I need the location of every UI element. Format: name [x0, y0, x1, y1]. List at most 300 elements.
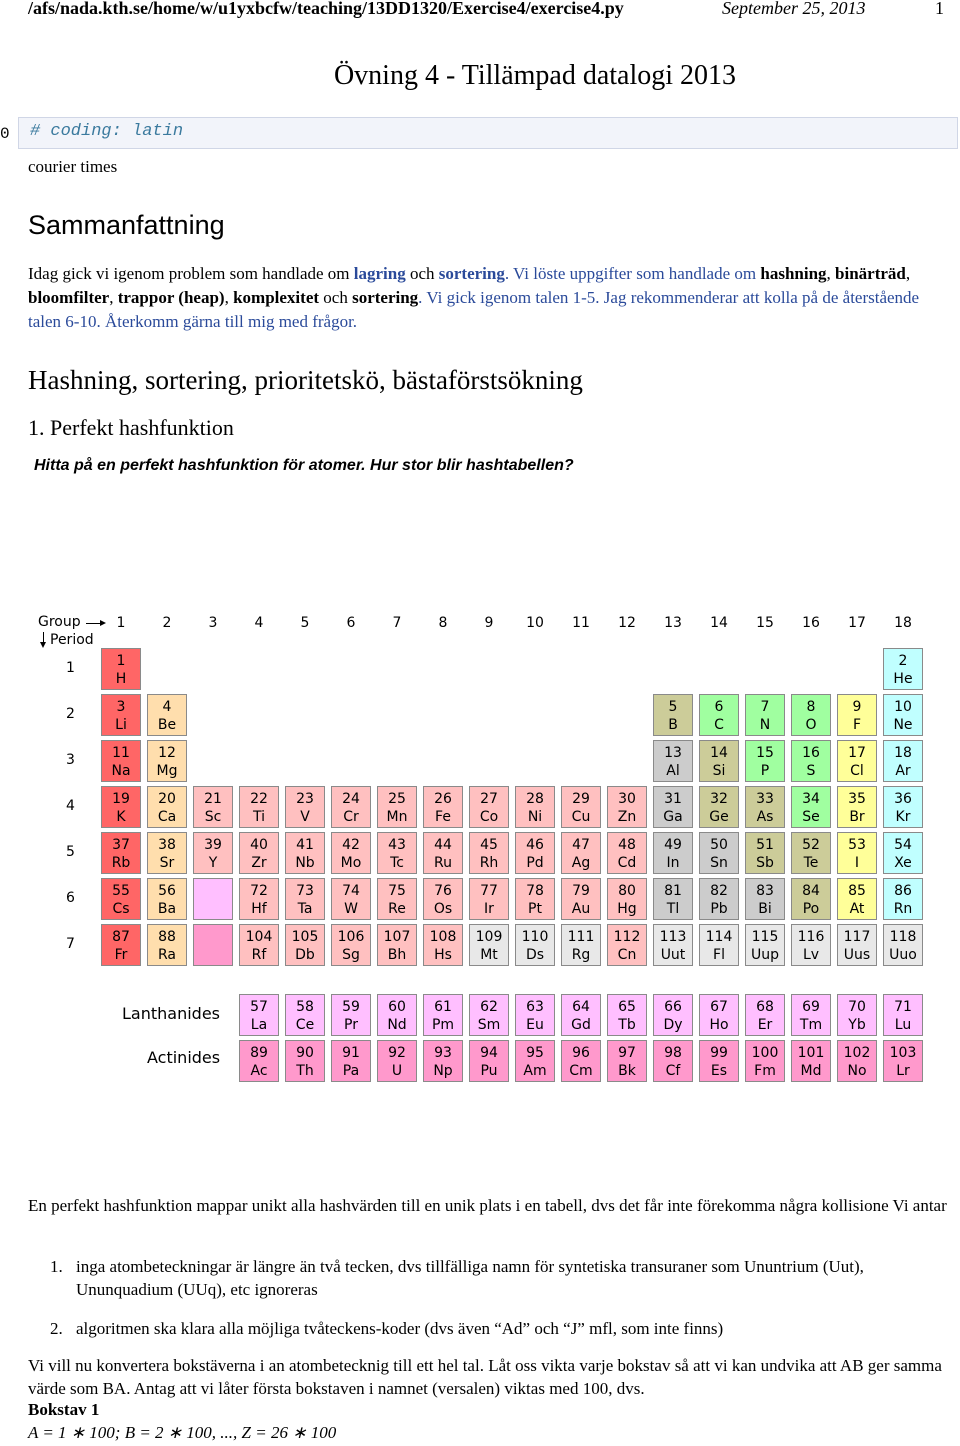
element-symbol: K [116, 809, 126, 825]
element-hf [239, 878, 279, 920]
element-symbol: Am [523, 1063, 547, 1079]
element-sr [147, 832, 187, 874]
task-text: Hitta på en perfekt hashfunktion för atomer. Hur stor blir hashtabellen? [34, 457, 574, 474]
element-ge [699, 786, 739, 828]
element-symbol: Os [433, 901, 453, 917]
element-ba [147, 878, 187, 920]
keyword-lagring: lagring [353, 264, 406, 283]
placeholder-cell [193, 924, 233, 966]
element-symbol: V [300, 809, 310, 825]
element-c [699, 694, 739, 736]
element-symbol: Rn [893, 901, 913, 917]
element-i [837, 832, 877, 874]
atomic-number: 67 [710, 999, 728, 1015]
keyword-komplexitet: komplexitet [233, 288, 320, 307]
element-uus [837, 924, 877, 966]
element-ni [515, 786, 555, 828]
element-symbol: Uut [660, 947, 686, 963]
atomic-number: 87 [112, 929, 130, 945]
element-symbol: Hg [617, 901, 637, 917]
element-symbol: Br [849, 809, 865, 825]
element-n [745, 694, 785, 736]
element-symbol: Nb [295, 855, 315, 871]
element-symbol: Ge [709, 809, 729, 825]
atomic-number: 101 [797, 1045, 825, 1061]
element-cs [101, 878, 141, 920]
element-ho [699, 994, 739, 1036]
element-symbol: Co [479, 809, 499, 825]
atomic-number: 73 [296, 883, 314, 899]
element-symbol: Ho [709, 1017, 729, 1033]
text-span: , [224, 288, 234, 307]
list-item: algoritmen ska klara alla möjliga tvåteckens-koder (dvs även “Ad” och “J” mfl, som inte finns) [76, 1319, 724, 1338]
element-sm [469, 994, 509, 1036]
element-symbol: Al [666, 763, 680, 779]
element-uuo [883, 924, 923, 966]
atomic-number: 88 [158, 929, 176, 945]
element-cr [331, 786, 371, 828]
atomic-number: 115 [751, 929, 779, 945]
atomic-number: 11 [112, 745, 130, 761]
element-symbol: In [666, 855, 680, 871]
group-number: 7 [392, 615, 402, 631]
atomic-number: 96 [572, 1045, 590, 1061]
atomic-number: 108 [429, 929, 457, 945]
atomic-number: 47 [572, 837, 590, 853]
code-colon: : [111, 122, 133, 141]
atomic-number: 105 [291, 929, 319, 945]
atomic-number: 26 [434, 791, 452, 807]
element-symbol: W [344, 901, 358, 917]
element-se [791, 786, 831, 828]
element-symbol: Pd [526, 855, 544, 871]
element-ag [561, 832, 601, 874]
element-sc [193, 786, 233, 828]
element-symbol: No [847, 1063, 867, 1079]
atomic-number: 64 [572, 999, 590, 1015]
element-cm [561, 1040, 601, 1082]
element-ir [469, 878, 509, 920]
element-u [377, 1040, 417, 1082]
atomic-number: 97 [618, 1045, 636, 1061]
atomic-number: 23 [296, 791, 314, 807]
element-gd [561, 994, 601, 1036]
element-symbol: Ra [158, 947, 176, 963]
subsection-heading: 1. Perfekt hashfunktion [28, 415, 234, 440]
element-symbol: Gd [571, 1017, 591, 1033]
element-ds [515, 924, 555, 966]
period-number: 1 [66, 660, 75, 676]
atomic-number: 79 [572, 883, 590, 899]
element-symbol: Nd [387, 1017, 407, 1033]
element-symbol: Rg [571, 947, 591, 963]
element-symbol: Cm [569, 1063, 593, 1079]
group-number: 17 [848, 615, 866, 631]
element-symbol: Lv [802, 947, 820, 963]
atomic-number: 78 [526, 883, 544, 899]
element-symbol [194, 900, 232, 918]
element-symbol: Mg [156, 763, 178, 779]
element-yb [837, 994, 877, 1036]
atomic-number: 29 [572, 791, 590, 807]
element-pm [423, 994, 463, 1036]
atomic-number: 45 [480, 837, 498, 853]
element-symbol: Ce [295, 1017, 315, 1033]
atomic-number: 114 [705, 929, 733, 945]
element-symbol: Pu [480, 1063, 498, 1079]
element-symbol: Sm [477, 1017, 501, 1033]
element-ra [147, 924, 187, 966]
atomic-number: 32 [710, 791, 728, 807]
placeholder-cell [193, 878, 233, 920]
atomic-number: 86 [894, 883, 912, 899]
keyword-sortering-2: sortering [352, 288, 419, 307]
atomic-number: 21 [204, 791, 222, 807]
lanthanides-label: Lanthanides [122, 1004, 220, 1023]
element-symbol: Db [295, 947, 315, 963]
element-sb [745, 832, 785, 874]
element-ca [147, 786, 187, 828]
element-au [561, 878, 601, 920]
atomic-number: 94 [480, 1045, 498, 1061]
element-pd [515, 832, 555, 874]
element-te [791, 832, 831, 874]
element-mt [469, 924, 509, 966]
atomic-number: 92 [388, 1045, 406, 1061]
atomic-number: 46 [526, 837, 544, 853]
element-fe [423, 786, 463, 828]
atomic-number: 36 [894, 791, 912, 807]
atomic-number: 82 [710, 883, 728, 899]
atomic-number [194, 882, 232, 900]
text-span: och [319, 288, 353, 307]
atomic-number: 41 [296, 837, 314, 853]
element-nd [377, 994, 417, 1036]
group-number: 5 [300, 615, 310, 631]
atomic-number: 54 [894, 837, 912, 853]
element-symbol: Si [712, 763, 726, 779]
element-symbol: S [806, 763, 816, 779]
paragraph-hashfunction: En perfekt hashfunktion mappar unikt alla hashvärden till en unik plats i en tabell, dvs det får inte förekomma några kollisione Vi antar [28, 1196, 947, 1215]
text-span: och [405, 264, 439, 283]
atomic-number: 2 [898, 653, 908, 669]
element-es [699, 1040, 739, 1082]
element-symbol: Zr [251, 855, 267, 871]
element-symbol: Rf [251, 947, 267, 963]
atomic-number: 31 [664, 791, 682, 807]
atomic-number: 18 [894, 745, 912, 761]
element-symbol: Tm [799, 1017, 823, 1033]
element-th [285, 1040, 325, 1082]
element-tl [653, 878, 693, 920]
atomic-number: 104 [245, 929, 273, 945]
group-number: 1 [116, 615, 126, 631]
atomic-number: 49 [664, 837, 682, 853]
atomic-number: 107 [383, 929, 411, 945]
page-title: Övning 4 - Tillämpad datalogi 2013 [333, 60, 737, 91]
period-number: 2 [66, 706, 75, 722]
element-f [837, 694, 877, 736]
element-symbol: Ds [525, 947, 545, 963]
element-la [239, 994, 279, 1036]
atomic-number: 44 [434, 837, 452, 853]
element-pr [331, 994, 371, 1036]
atomic-number: 38 [158, 837, 176, 853]
atomic-number: 109 [475, 929, 503, 945]
element-uup [745, 924, 785, 966]
atomic-number: 93 [434, 1045, 452, 1061]
element-symbol: Cs [112, 901, 130, 917]
atomic-number: 25 [388, 791, 406, 807]
element-rb [101, 832, 141, 874]
group-number: 8 [438, 615, 448, 631]
element-lu [883, 994, 923, 1036]
atomic-number: 62 [480, 999, 498, 1015]
element-symbol: Ar [895, 763, 911, 779]
element-symbol: Md [800, 1063, 822, 1079]
group-number: 6 [346, 615, 356, 631]
text-span: , [109, 288, 118, 307]
element-symbol: Po [802, 901, 820, 917]
element-rg [561, 924, 601, 966]
atomic-number: 33 [756, 791, 774, 807]
atomic-number: 74 [342, 883, 360, 899]
atomic-number: 110 [521, 929, 549, 945]
element-symbol: C [714, 717, 724, 733]
element-symbol: Fl [713, 947, 725, 963]
element-symbol: O [805, 717, 817, 733]
element-kr [883, 786, 923, 828]
element-symbol: Ag [571, 855, 591, 871]
atomic-number: 63 [526, 999, 544, 1015]
element-mn [377, 786, 417, 828]
element-hg [607, 878, 647, 920]
atomic-number: 24 [342, 791, 360, 807]
atomic-number: 1 [116, 653, 126, 669]
atomic-number: 20 [158, 791, 176, 807]
code-value: latin [132, 122, 184, 141]
atomic-number: 72 [250, 883, 268, 899]
period-number: 7 [66, 936, 75, 952]
element-re [377, 878, 417, 920]
element-h [101, 648, 141, 690]
atomic-number: 106 [337, 929, 365, 945]
element-symbol: Se [802, 809, 820, 825]
element-ar [883, 740, 923, 782]
element-symbol: Cl [850, 763, 864, 779]
atomic-number: 112 [613, 929, 641, 945]
element-symbol: At [849, 901, 865, 917]
element-be [147, 694, 187, 736]
atomic-number: 55 [112, 883, 130, 899]
text-span: . Vi löste uppgifter som handlade om [504, 264, 761, 283]
period-number: 6 [66, 890, 75, 906]
group-number: 11 [572, 615, 590, 631]
code-hash: # [30, 122, 51, 141]
element-symbol: Sb [756, 855, 774, 871]
atomic-number: 48 [618, 837, 636, 853]
atomic-number: 42 [342, 837, 360, 853]
element-symbol: Y [208, 855, 218, 871]
element-hs [423, 924, 463, 966]
atomic-number: 117 [843, 929, 871, 945]
section-heading: Hashning, sortering, prioritetskö, bästaförstsökning [28, 365, 583, 395]
atomic-number: 10 [894, 699, 912, 715]
element-dy [653, 994, 693, 1036]
atomic-number: 39 [204, 837, 222, 853]
element-tb [607, 994, 647, 1036]
atomic-number: 66 [664, 999, 682, 1015]
keyword-hashning: hashning [760, 264, 827, 283]
element-symbol: Ga [663, 809, 683, 825]
element-symbol: Bh [387, 947, 407, 963]
element-symbol: Sr [159, 855, 175, 871]
atomic-number: 102 [843, 1045, 871, 1061]
element-symbol: Rb [111, 855, 131, 871]
down-arrow-icon [43, 632, 44, 646]
element-symbol: H [115, 671, 127, 687]
element-cf [653, 1040, 693, 1082]
element-cl [837, 740, 877, 782]
element-cn [607, 924, 647, 966]
atomic-number: 27 [480, 791, 498, 807]
element-ta [285, 878, 325, 920]
atomic-number: 85 [848, 883, 866, 899]
element-symbol: P [760, 763, 770, 779]
group-number: 12 [618, 615, 636, 631]
text-span: , [905, 264, 911, 283]
element-symbol: Te [803, 855, 819, 871]
element-symbol: Kr [895, 809, 911, 825]
element-symbol: Ti [252, 809, 265, 825]
keyword-sortering: sortering [438, 264, 505, 283]
atomic-number: 37 [112, 837, 130, 853]
element-symbol: Tc [390, 855, 404, 871]
element-symbol: Mt [480, 947, 498, 963]
element-symbol: Sn [710, 855, 728, 871]
code-line [30, 122, 183, 141]
atomic-number: 99 [710, 1045, 728, 1061]
element-p [745, 740, 785, 782]
atomic-number: 81 [664, 883, 682, 899]
element-symbol: Fe [435, 809, 451, 825]
element-pu [469, 1040, 509, 1082]
element-symbol: Lu [894, 1017, 912, 1033]
atomic-number: 52 [802, 837, 820, 853]
element-si [699, 740, 739, 782]
element-b [653, 694, 693, 736]
atomic-number: 90 [296, 1045, 314, 1061]
atomic-number: 95 [526, 1045, 544, 1061]
element-symbol: Uuo [889, 947, 917, 963]
atomic-number: 56 [158, 883, 176, 899]
element-symbol: B [668, 717, 678, 733]
element-sg [331, 924, 371, 966]
atomic-number: 57 [250, 999, 268, 1015]
element-os [423, 878, 463, 920]
element-symbol: Eu [526, 1017, 544, 1033]
element-br [837, 786, 877, 828]
element-symbol: Bi [758, 901, 772, 917]
element-symbol: Ne [893, 717, 913, 733]
element-symbol: Ac [250, 1063, 268, 1079]
element-np [423, 1040, 463, 1082]
element-as [745, 786, 785, 828]
element-rn [883, 878, 923, 920]
element-symbol: U [391, 1063, 403, 1079]
element-symbol: Li [115, 717, 127, 733]
element-k [101, 786, 141, 828]
element-ac [239, 1040, 279, 1082]
element-fr [101, 924, 141, 966]
element-symbol: Ba [157, 901, 177, 917]
element-mg [147, 740, 187, 782]
atomic-number: 71 [894, 999, 912, 1015]
atomic-number: 40 [250, 837, 268, 853]
element-symbol: Tb [618, 1017, 636, 1033]
atomic-number: 53 [848, 837, 866, 853]
atomic-number: 4 [162, 699, 172, 715]
list-item-number: 2. [50, 1319, 63, 1338]
atomic-number: 103 [889, 1045, 917, 1061]
atomic-number: 28 [526, 791, 544, 807]
group-number: 14 [710, 615, 728, 631]
element-al [653, 740, 693, 782]
atomic-number: 15 [756, 745, 774, 761]
atomic-number: 5 [668, 699, 678, 715]
group-number: 2 [162, 615, 172, 631]
element-symbol: Cd [617, 855, 637, 871]
element-pb [699, 878, 739, 920]
element-symbol: Pm [431, 1017, 455, 1033]
element-symbol: Er [757, 1017, 773, 1033]
atomic-number: 51 [756, 837, 774, 853]
bokstav-heading: Bokstav 1 [28, 1400, 100, 1419]
element-bh [377, 924, 417, 966]
element-symbol: Np [433, 1063, 453, 1079]
element-symbol: Be [157, 717, 177, 733]
element-na [101, 740, 141, 782]
atomic-number: 65 [618, 999, 636, 1015]
element-ti [239, 786, 279, 828]
text-span: . Vi gick igenom talen 1-5. Jag rekommenderar att kolla på de återstående talen 6-10. Återkomm gärna till mig med frågor. [28, 288, 920, 331]
atomic-number: 3 [116, 699, 126, 715]
element-symbol: Fm [754, 1063, 776, 1079]
element-am [515, 1040, 555, 1082]
element-symbol: Uus [843, 947, 871, 963]
element-symbol: Bk [618, 1063, 636, 1079]
atomic-number: 84 [802, 883, 820, 899]
element-symbol: Cf [665, 1063, 681, 1079]
atomic-number: 89 [250, 1045, 268, 1061]
element-symbol: Ru [434, 855, 452, 871]
period-number: 4 [66, 798, 75, 814]
element-ce [285, 994, 325, 1036]
actinides-label: Actinides [147, 1048, 221, 1067]
atomic-number [194, 928, 232, 946]
element-at [837, 878, 877, 920]
keyword-bloomfilter: bloomfilter [28, 288, 110, 307]
list-item: inga atombeteckningar är längre än två tecken, dvs tillfälliga namn för syntetiska transuraner som Ununtrium (Uut), Ununquadium (UUq), etc ignoreras [76, 1257, 864, 1299]
atomic-number: 68 [756, 999, 774, 1015]
atomic-number: 61 [434, 999, 452, 1015]
element-tc [377, 832, 417, 874]
element-bk [607, 1040, 647, 1082]
element-symbol: Mn [386, 809, 408, 825]
element-ne [883, 694, 923, 736]
group-number: 16 [802, 615, 820, 631]
weight-formula: A = 1 ∗ 100; B = 2 ∗ 100, ..., Z = 26 ∗ 100 [28, 1423, 337, 1442]
